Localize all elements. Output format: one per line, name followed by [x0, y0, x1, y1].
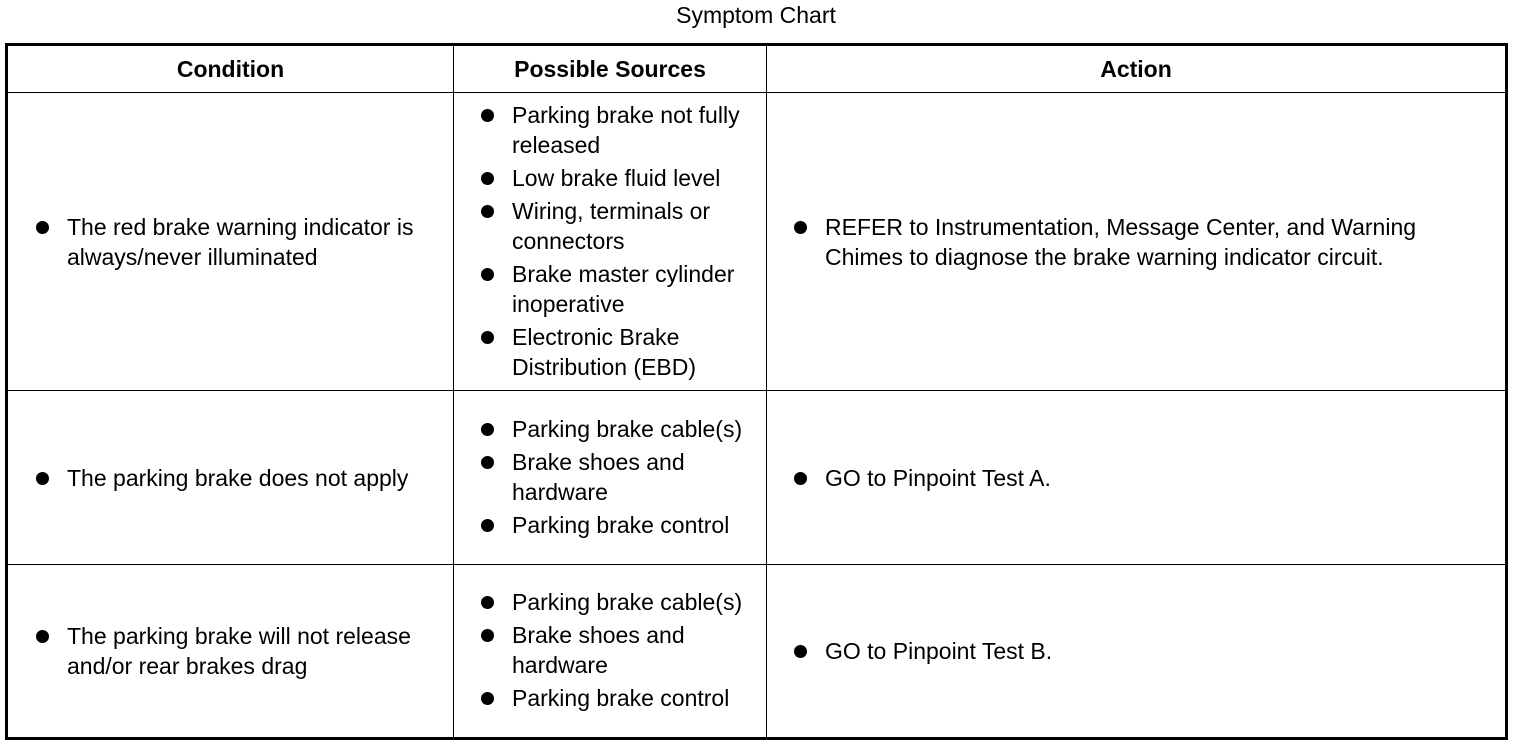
- source-item: Electronic Brake Distribution (EBD): [454, 322, 766, 382]
- source-item: Parking brake not fully released: [454, 100, 766, 160]
- table-row: [7, 93, 1507, 391]
- source-item: Parking brake control: [454, 683, 766, 713]
- sources-cell: [454, 93, 767, 391]
- source-item: Wiring, terminals or connectors: [454, 196, 766, 256]
- condition-cell: [7, 565, 454, 739]
- table-row: [7, 565, 1507, 739]
- action-text: GO to Pinpoint Test A.: [767, 463, 1505, 493]
- condition-text: The parking brake will not release and/or rear brakes drag: [8, 621, 453, 681]
- source-item: Brake shoes and hardware: [454, 620, 766, 680]
- table-row: [7, 391, 1507, 565]
- condition-cell: [7, 391, 454, 565]
- action-text: REFER to Instrumentation, Message Center, and Warning Chimes to diagnose the brake warning indicator circuit.: [767, 212, 1505, 272]
- symptom-table: [5, 43, 1508, 740]
- sources-cell: [454, 391, 767, 565]
- source-item: Parking brake cable(s): [454, 414, 766, 444]
- source-item: Brake master cylinder inoperative: [454, 259, 766, 319]
- action-cell: [767, 565, 1507, 739]
- condition-text: The parking brake does not apply: [8, 463, 453, 493]
- action-cell: [767, 391, 1507, 565]
- source-item: Parking brake control: [454, 510, 766, 540]
- source-item: Parking brake cable(s): [454, 587, 766, 617]
- sources-cell: [454, 565, 767, 739]
- header-condition: Condition: [7, 45, 454, 93]
- condition-cell: [7, 93, 454, 391]
- header-row: [7, 45, 1507, 93]
- source-item: Low brake fluid level: [454, 163, 766, 193]
- header-action: Action: [767, 45, 1507, 93]
- chart-title: Symptom Chart: [676, 2, 836, 28]
- source-item: Brake shoes and hardware: [454, 447, 766, 507]
- condition-text: The red brake warning indicator is always/never illuminated: [8, 212, 453, 272]
- action-cell: [767, 93, 1507, 391]
- header-possible-sources: Possible Sources: [454, 45, 767, 93]
- action-text: GO to Pinpoint Test B.: [767, 636, 1505, 666]
